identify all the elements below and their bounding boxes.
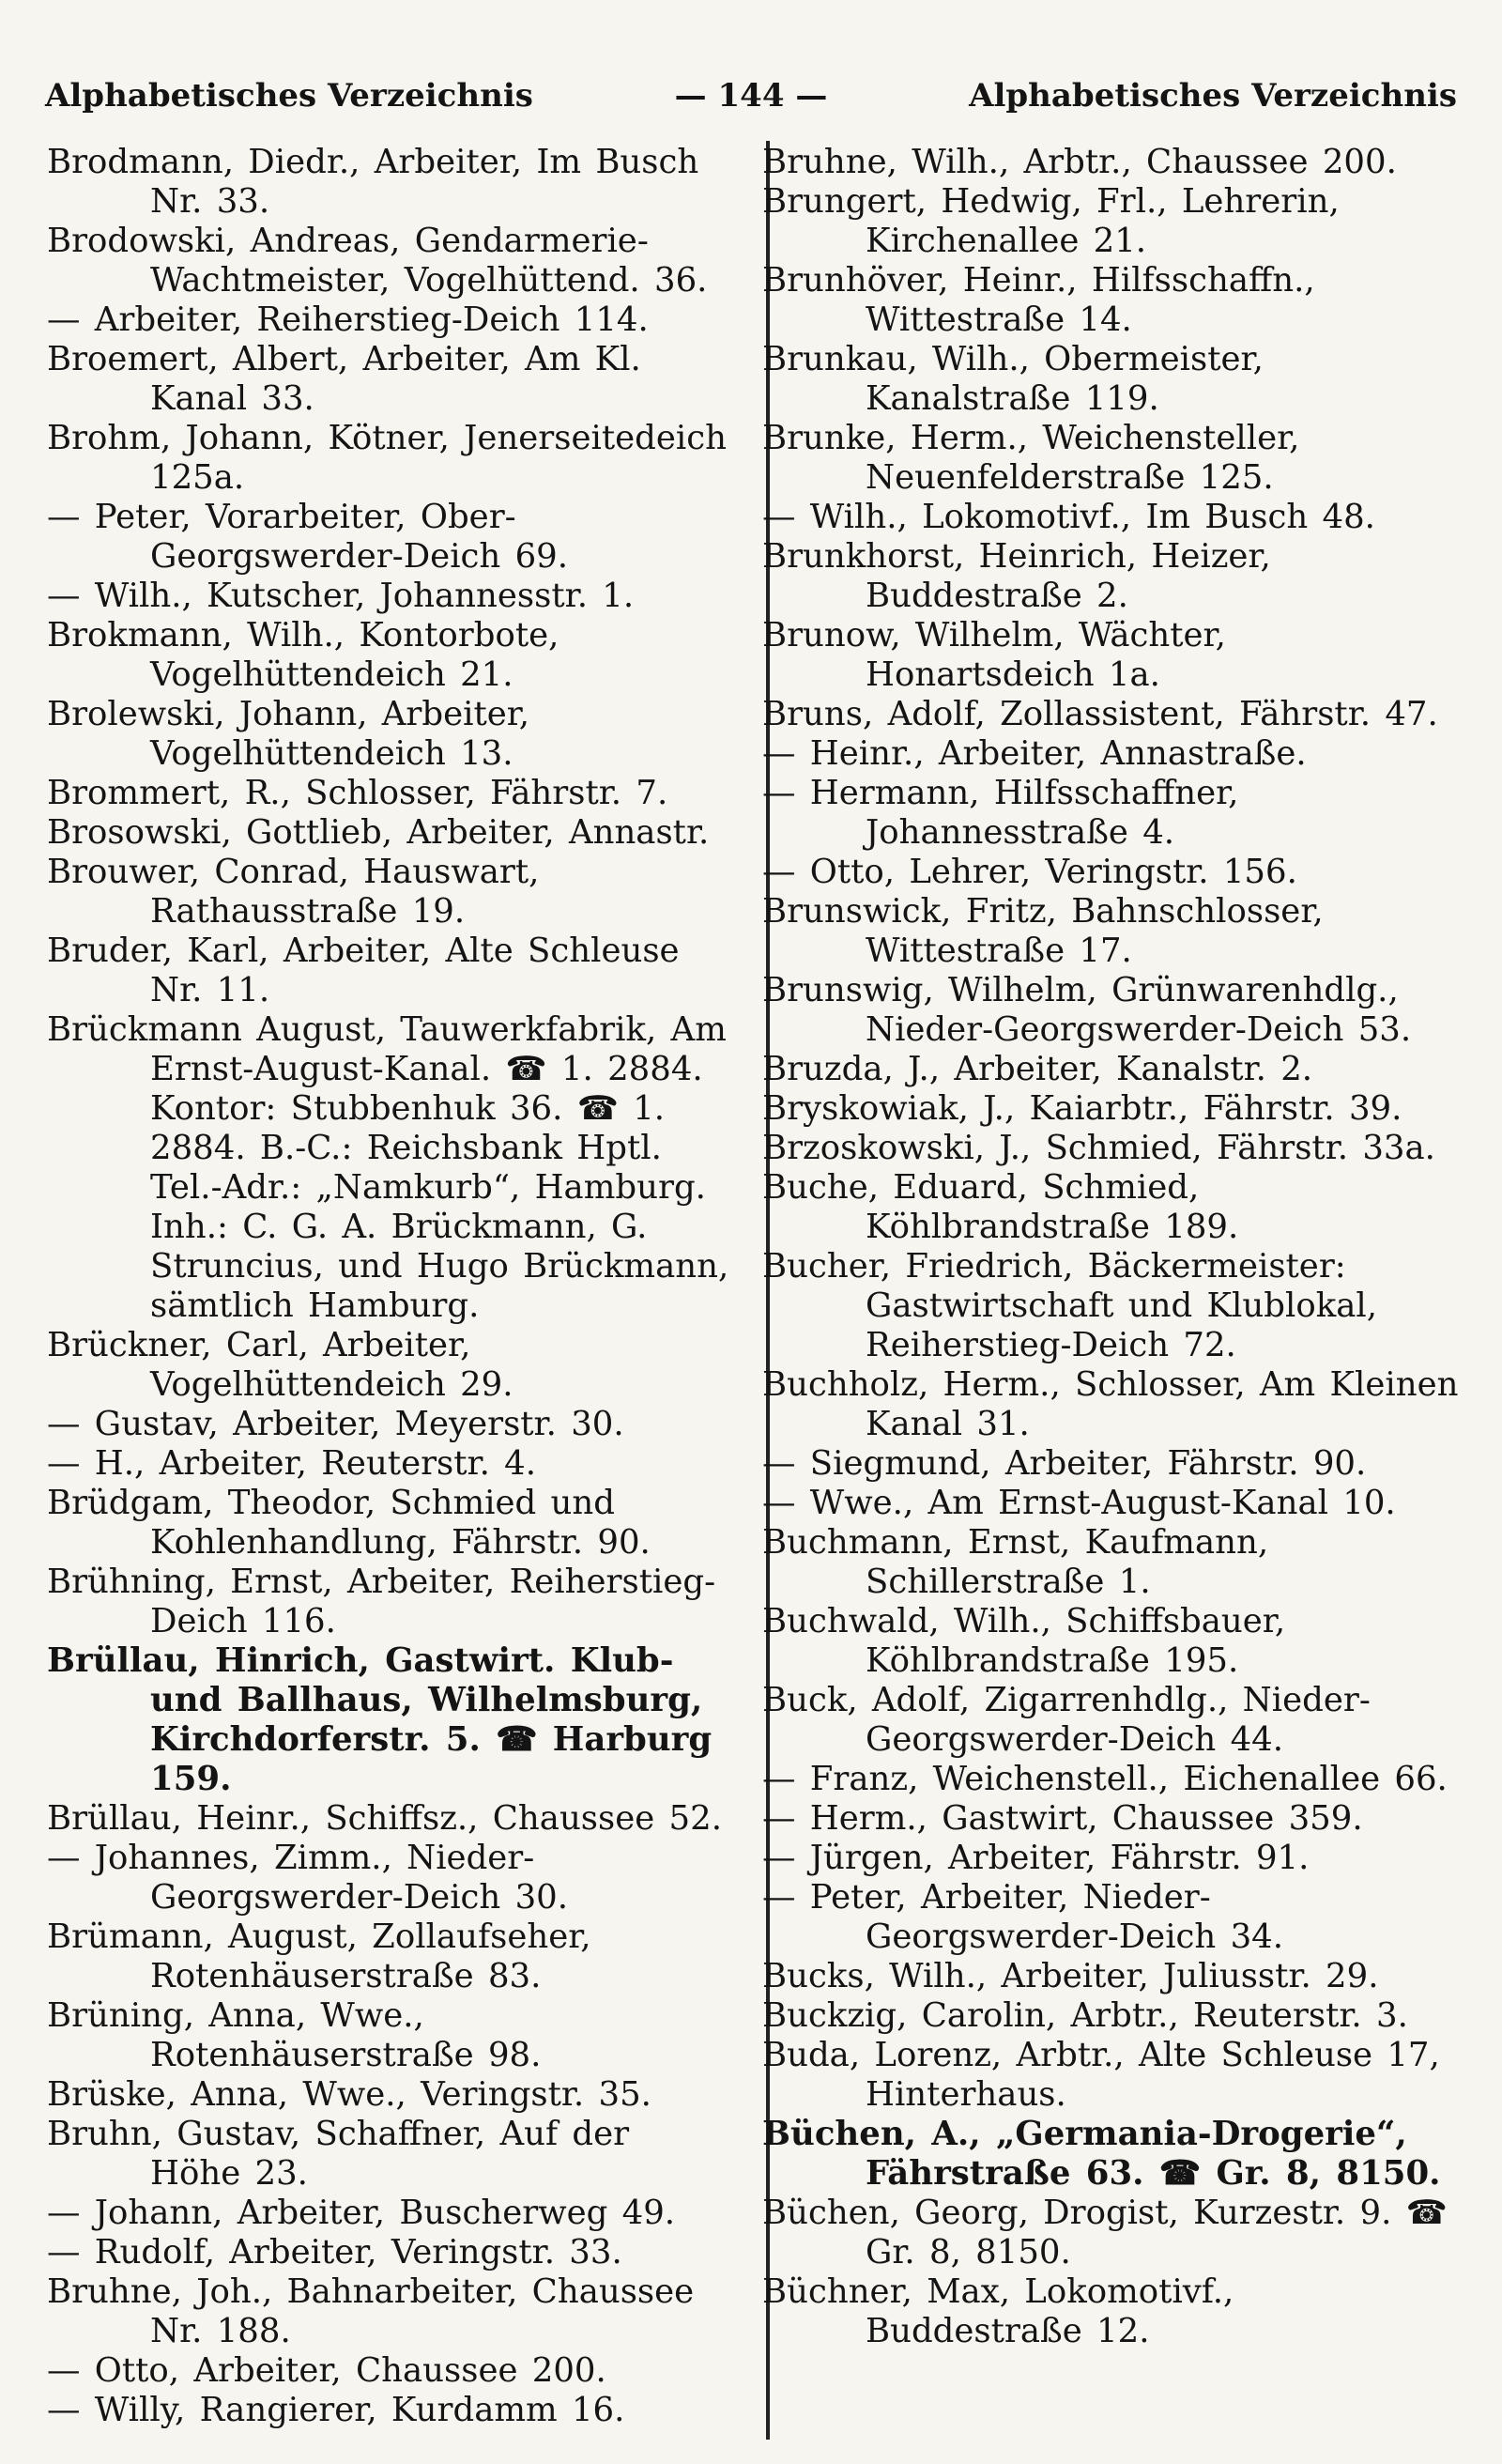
directory-entry: Brzoskowski, J., Schmied, Fährstr. 33a. <box>762 1129 1435 1167</box>
header-right-title: Alphabetisches Verzeichnis <box>969 77 1457 115</box>
directory-entry: Brückner, Carl, Arbeiter, Vogelhüttendeich 29. <box>47 1326 513 1404</box>
directory-entry: Bucks, Wilh., Arbeiter, Juliusstr. 29. <box>762 1957 1379 1995</box>
directory-entry: Brodowski, Andreas, Gendarmerie-Wachtmeister, Vogelhüttend. 36. <box>47 222 708 300</box>
directory-entry: Bruzda, J., Arbeiter, Kanalstr. 2. <box>762 1050 1313 1088</box>
directory-entry: — Franz, Weichenstell., Eichenallee 66. <box>762 1760 1448 1798</box>
header-left-title: Alphabetisches Verzeichnis <box>45 77 533 115</box>
directory-entry: — Otto, Lehrer, Veringstr. 156. <box>762 853 1297 891</box>
directory-entry: Brunke, Herm., Weichensteller, Neuenfelderstraße 125. <box>762 419 1300 497</box>
directory-entry: Brüning, Anna, Wwe., Rotenhäuserstraße 98. <box>47 1996 542 2074</box>
directory-entry: Brolewski, Johann, Arbeiter, Vogelhüttendeich 13. <box>47 695 530 773</box>
directory-entry: Brümann, August, Zollaufseher, Rotenhäuserstraße 83. <box>47 1917 591 1995</box>
directory-entry: Brommert, R., Schlosser, Fährstr. 7. <box>47 774 668 812</box>
directory-entry: Brühning, Ernst, Arbeiter, Reiherstieg-Deich 116. <box>47 1563 716 1640</box>
directory-entry: Brunhöver, Heinr., Hilfsschaffn., Wittestraße 14. <box>762 261 1315 339</box>
directory-entry: Bryskowiak, J., Kaiarbtr., Fährstr. 39. <box>762 1089 1402 1128</box>
directory-entry: — Gustav, Arbeiter, Meyerstr. 30. <box>47 1405 624 1443</box>
directory-entry: Broemert, Albert, Arbeiter, Am Kl. Kanal 33. <box>47 340 641 418</box>
directory-entry: Buck, Adolf, Zigarrenhdlg., Nieder-Georgswerder-Deich 44. <box>762 1681 1371 1759</box>
directory-entry: Brouwer, Conrad, Hauswart, Rathausstraße 19. <box>47 853 540 931</box>
directory-entry: Büchen, Georg, Drogist, Kurzestr. 9. ☎ Gr. 8, 8150. <box>762 2194 1448 2272</box>
directory-entry: Brunswig, Wilhelm, Grünwarenhdlg., Nieder-Georgswerder-Deich 53. <box>762 971 1412 1049</box>
directory-entry: Brunow, Wilhelm, Wächter, Honartsdeich 1a. <box>762 616 1226 694</box>
directory-entry: Büchen, A., „Germania-Drogerie“, Fährstraße 63. ☎ Gr. 8, 8150. <box>762 2115 1441 2193</box>
directory-entry: — Hermann, Hilfsschaffner, Johannesstraße 4. <box>762 774 1239 852</box>
left-column <box>47 143 730 2430</box>
directory-entry: — Wwe., Am Ernst-August-Kanal 10. <box>762 1484 1396 1522</box>
directory-entry: — Willy, Rangierer, Kurdamm 16. <box>47 2391 625 2429</box>
directory-entry: — Herm., Gastwirt, Chaussee 359. <box>762 1799 1363 1838</box>
directory-entry: Buchholz, Herm., Schlosser, Am Kleinen Kanal 31. <box>762 1365 1459 1443</box>
directory-entry: Bruns, Adolf, Zollassistent, Fährstr. 47. <box>762 695 1438 733</box>
directory-entry: Brüllau, Hinrich, Gastwirt. Klub- und Ballhaus, Wilhelmsburg, Kirchdorferstr. 5. ☎ Harburg 159. <box>47 1641 713 1798</box>
page-number: — 144 — <box>674 77 828 115</box>
directory-entry: — Rudolf, Arbeiter, Veringstr. 33. <box>47 2233 622 2272</box>
directory-entry: — Siegmund, Arbeiter, Fährstr. 90. <box>762 1444 1367 1483</box>
directory-entry: Brokmann, Wilh., Kontorbote, Vogelhüttendeich 21. <box>47 616 559 694</box>
directory-entry: Brüllau, Heinr., Schiffsz., Chaussee 52. <box>47 1799 722 1838</box>
directory-entry: Brungert, Hedwig, Frl., Lehrerin, Kirchenallee 21. <box>762 182 1340 260</box>
directory-entry: Büchner, Max, Lokomotivf., Buddestraße 12. <box>762 2272 1234 2350</box>
directory-entry: Buchwald, Wilh., Schiffsbauer, Köhlbrandstraße 195. <box>762 1602 1286 1680</box>
directory-entry: Buckzig, Carolin, Arbtr., Reuterstr. 3. <box>762 1996 1408 2035</box>
directory-entry: — Jürgen, Arbeiter, Fährstr. 91. <box>762 1839 1310 1877</box>
directory-entry: — Arbeiter, Reiherstieg-Deich 114. <box>47 300 649 339</box>
directory-entry: Brunswick, Fritz, Bahnschlosser, Wittestraße 17. <box>762 892 1324 970</box>
directory-entry: Brosowski, Gottlieb, Arbeiter, Annastr. <box>47 813 710 852</box>
page-header <box>45 77 1457 133</box>
directory-entry: — Peter, Arbeiter, Nieder-Georgswerder-Deich 34. <box>762 1878 1284 1956</box>
directory-entry: Brüdgam, Theodor, Schmied und Kohlenhandlung, Fährstr. 90. <box>47 1484 651 1562</box>
directory-entry: Bucher, Friedrich, Bäckermeister: Gastwirtschaft und Klublokal, Reiherstieg-Deich 72. <box>762 1247 1378 1364</box>
directory-entry: Brunkhorst, Heinrich, Heizer, Buddestraße 2. <box>762 537 1271 615</box>
directory-entry: Bruhn, Gustav, Schaffner, Auf der Höhe 23. <box>47 2115 630 2193</box>
directory-entry: — Wilh., Kutscher, Johannesstr. 1. <box>47 577 635 615</box>
directory-entry: — H., Arbeiter, Reuterstr. 4. <box>47 1444 537 1483</box>
directory-entry: — Otto, Arbeiter, Chaussee 200. <box>47 2351 606 2390</box>
directory-entry: Brohm, Johann, Kötner, Jenerseitedeich 125a. <box>47 419 727 497</box>
directory-entry: Brückmann August, Tauwerkfabrik, Am Ernst-August-Kanal. ☎ 1. 2884. Kontor: Stubbenhuk 36. ☎ 1. 2884. B.-C.: Reichsbank Hptl. Tel.-Adr.: „Namkurb“, Hamburg. Inh.: C. G. A. Brückmann, G. Struncius, und Hugo Brückmann, sämtlich Hamburg. <box>47 1010 729 1325</box>
directory-entry: Bruder, Karl, Arbeiter, Alte Schleuse Nr. 11. <box>47 932 680 1009</box>
directory-entry: — Peter, Vorarbeiter, Ober-Georgswerder-Deich 69. <box>47 498 569 576</box>
directory-entry: — Johannes, Zimm., Nieder-Georgswerder-Deich 30. <box>47 1839 569 1917</box>
directory-entry: Brodmann, Diedr., Arbeiter, Im Busch Nr. 33. <box>47 143 699 221</box>
directory-entry: Buche, Eduard, Schmied, Köhlbrandstraße 189. <box>762 1168 1239 1246</box>
directory-entry: — Johann, Arbeiter, Buscherweg 49. <box>47 2194 676 2232</box>
directory-entry: Buda, Lorenz, Arbtr., Alte Schleuse 17, Hinterhaus. <box>762 2036 1440 2114</box>
directory-entry: Bruhne, Joh., Bahnarbeiter, Chaussee Nr. 188. <box>47 2272 695 2350</box>
right-column <box>762 143 1461 2351</box>
directory-entry: Buchmann, Ernst, Kaufmann, Schillerstraße 1. <box>762 1523 1269 1601</box>
directory-entry: — Heinr., Arbeiter, Annastraße. <box>762 734 1307 773</box>
directory-entry: — Wilh., Lokomotivf., Im Busch 48. <box>762 498 1375 536</box>
directory-entry: Brüske, Anna, Wwe., Veringstr. 35. <box>47 2075 651 2114</box>
directory-entry: Bruhne, Wilh., Arbtr., Chaussee 200. <box>762 143 1397 181</box>
directory-entry: Brunkau, Wilh., Obermeister, Kanalstraße 119. <box>762 340 1264 418</box>
